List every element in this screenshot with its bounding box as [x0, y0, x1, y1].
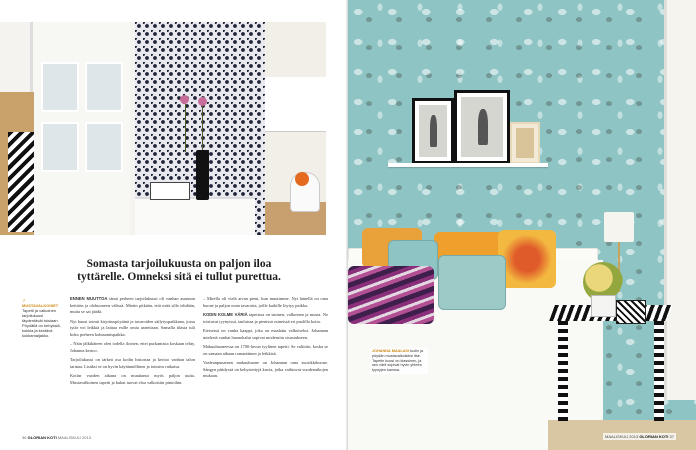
page-number: 37: [669, 434, 674, 439]
paragraph-text: Kotiin vuoden aikana on muuttanut myös paljon uutta. Mustavalkoinen tapetti ja kukat tuovat eloa valkoisiin pintoihin.: [70, 373, 195, 385]
right-page: [348, 0, 696, 450]
caption-text: Tapetti ja valkoinen tarjoilukuusi täydentävät toisiaan. Pöydällä on kehyksiä, kukkia ja kestävä kukkamaljakko.: [22, 308, 61, 338]
paragraph: [203, 296, 328, 309]
picture-frame-3: [510, 122, 540, 164]
paragraph: [70, 373, 195, 386]
kitchen-cabinet: [265, 77, 326, 132]
issue-date: MAALISKUU 2013: [605, 434, 639, 439]
paragraph: [203, 312, 328, 325]
flower-stem: [202, 104, 203, 152]
door-window-bottom-left: [41, 122, 79, 172]
paragraph-text: Eteisessä on vanha kaappi, joka on maalattu valkoiseksi. Johannan mielestä vanhat huonekalut sopivat moderniin sisustukseen.: [203, 328, 328, 340]
patterned-box: [616, 300, 646, 324]
pillow-floral: [498, 230, 556, 288]
striped-cloth: [8, 132, 34, 232]
portrait-figure: [430, 115, 437, 146]
bedside-leg: [654, 321, 664, 421]
headline-line-1: Somasta tarjoilukuusta on paljon iloa: [86, 258, 272, 270]
portrait-figure: [478, 109, 489, 145]
serving-counter: [135, 197, 255, 235]
paragraph: [203, 344, 328, 357]
door: [30, 22, 130, 235]
flower-blossom: [180, 95, 189, 104]
door-window-top-right: [85, 62, 123, 112]
picture-shelf: [388, 163, 548, 167]
footer-right: [603, 433, 676, 440]
headline-line-2: tyttärelle. Omneksi sitä ei tullut purettua.: [77, 271, 281, 283]
paragraph: [203, 360, 328, 380]
photo: [419, 105, 447, 157]
black-vase: [196, 150, 209, 200]
door-window-bottom-right: [85, 122, 123, 172]
paragraph-text: Vaaleanpunainen makuuhuone on Johannan oma suosikkihuone. Sängyn päädyssä on kehystettyjä kuvia, jotka vaihtuvat vuodenaikojen mukaan.: [203, 360, 328, 378]
photo: [516, 128, 534, 158]
paragraph-lead: ENNEN MUUTTOA: [70, 296, 108, 301]
paragraph-lead: KODIN KOLME VÄRIÄ: [203, 312, 248, 317]
small-frames: [150, 182, 190, 200]
paragraph-text: Nyt kuusi toimii kirjoituspöytänä ja tavaroiden säilytyspaikkana, jossa tytär voi leikkiä ja laittaa esille omia aarteitaan. Samalla tilasta tuli koko perheen kohtaamispaikka.: [70, 318, 195, 337]
photo-caption-left: [22, 298, 62, 338]
paragraph-text: Makuuhuoneessa on 1700-luvun tyylinen tapetti. Se valittiin, koska se on samaan aikaan romanttinen ja leikkisä.: [203, 344, 328, 356]
paragraph: [70, 319, 195, 339]
footer-left: [22, 435, 91, 440]
bedside-leg: [558, 321, 568, 421]
caption-text: tuolin ja pöydän mustavalkoisiksi itse. Tapetin kuosi on klassinen, ja sen värit sopivat hyvin yhteen tyynyjen kanssa.: [372, 349, 424, 373]
paragraph-text: tapetissa on sininen, valkoinen ja musta. Ne toistuvat tyynyissä, tauluissa ja pienissä esineissä eri puolilla kotia.: [203, 312, 328, 324]
paragraph: [70, 341, 195, 354]
caption-highlight: MUSTAVALKOISET: [22, 303, 59, 308]
article-headline: [34, 258, 324, 284]
pillow-striped: [348, 266, 434, 324]
paragraph: [70, 357, 195, 370]
paragraph-text: – Mirella oli vielä aivan pieni, kun muutimme. Nyt hänellä on oma huone ja paljon omia tavaroita, joille kaikille löytyy paikka.: [203, 296, 328, 308]
pillow-teal-large: [438, 255, 506, 310]
paragraph-text: Tarjoilukuusi on tärkeä osa kodin historiaa ja kertoo vanhan talon tarinaa. Lisäksi se on hyvin käytännöllinen ja toimiva ratkaisu.: [70, 357, 195, 369]
paragraph: [70, 296, 195, 316]
flower-stem: [185, 102, 186, 152]
caption-highlight: JOHANNA MAALASI: [372, 349, 409, 353]
flower-pot: [591, 295, 616, 317]
picture-frame-2: [454, 90, 510, 164]
picture-frame-1: [412, 98, 454, 164]
kitchen-photo: [0, 22, 326, 235]
issue-date: MAALISKUU 2013: [57, 435, 91, 440]
text-column-2: [203, 296, 328, 383]
arrow-icon: ↗: [22, 298, 26, 303]
paragraph: [203, 328, 328, 341]
lamp-shade: [604, 212, 634, 242]
page-number: 36: [22, 435, 27, 440]
photo: [461, 97, 503, 157]
orange-decor: [295, 172, 309, 186]
magazine-name: GLORIAN KOTI: [639, 434, 669, 439]
magazine-name: GLORIAN KOTI: [27, 435, 57, 440]
bedside-table: [552, 305, 670, 425]
paragraph-text: tämä perheen tarjoilukuusi oli vanhan asunnon keittiön ja olohuoneen välissä. Mietin pitkään, että mitä sille tehdään, mutta se sai jäädä.: [70, 296, 195, 314]
paragraph-text: – Näin jälkikäteen olen todella iloinen, ettei purkamista koskaan tehty, Johanna kertoo.: [70, 341, 195, 353]
photo-caption-right: [370, 348, 428, 374]
text-column-1: [70, 296, 195, 389]
flower-blossom: [198, 97, 207, 106]
door-window-top-left: [41, 62, 79, 112]
